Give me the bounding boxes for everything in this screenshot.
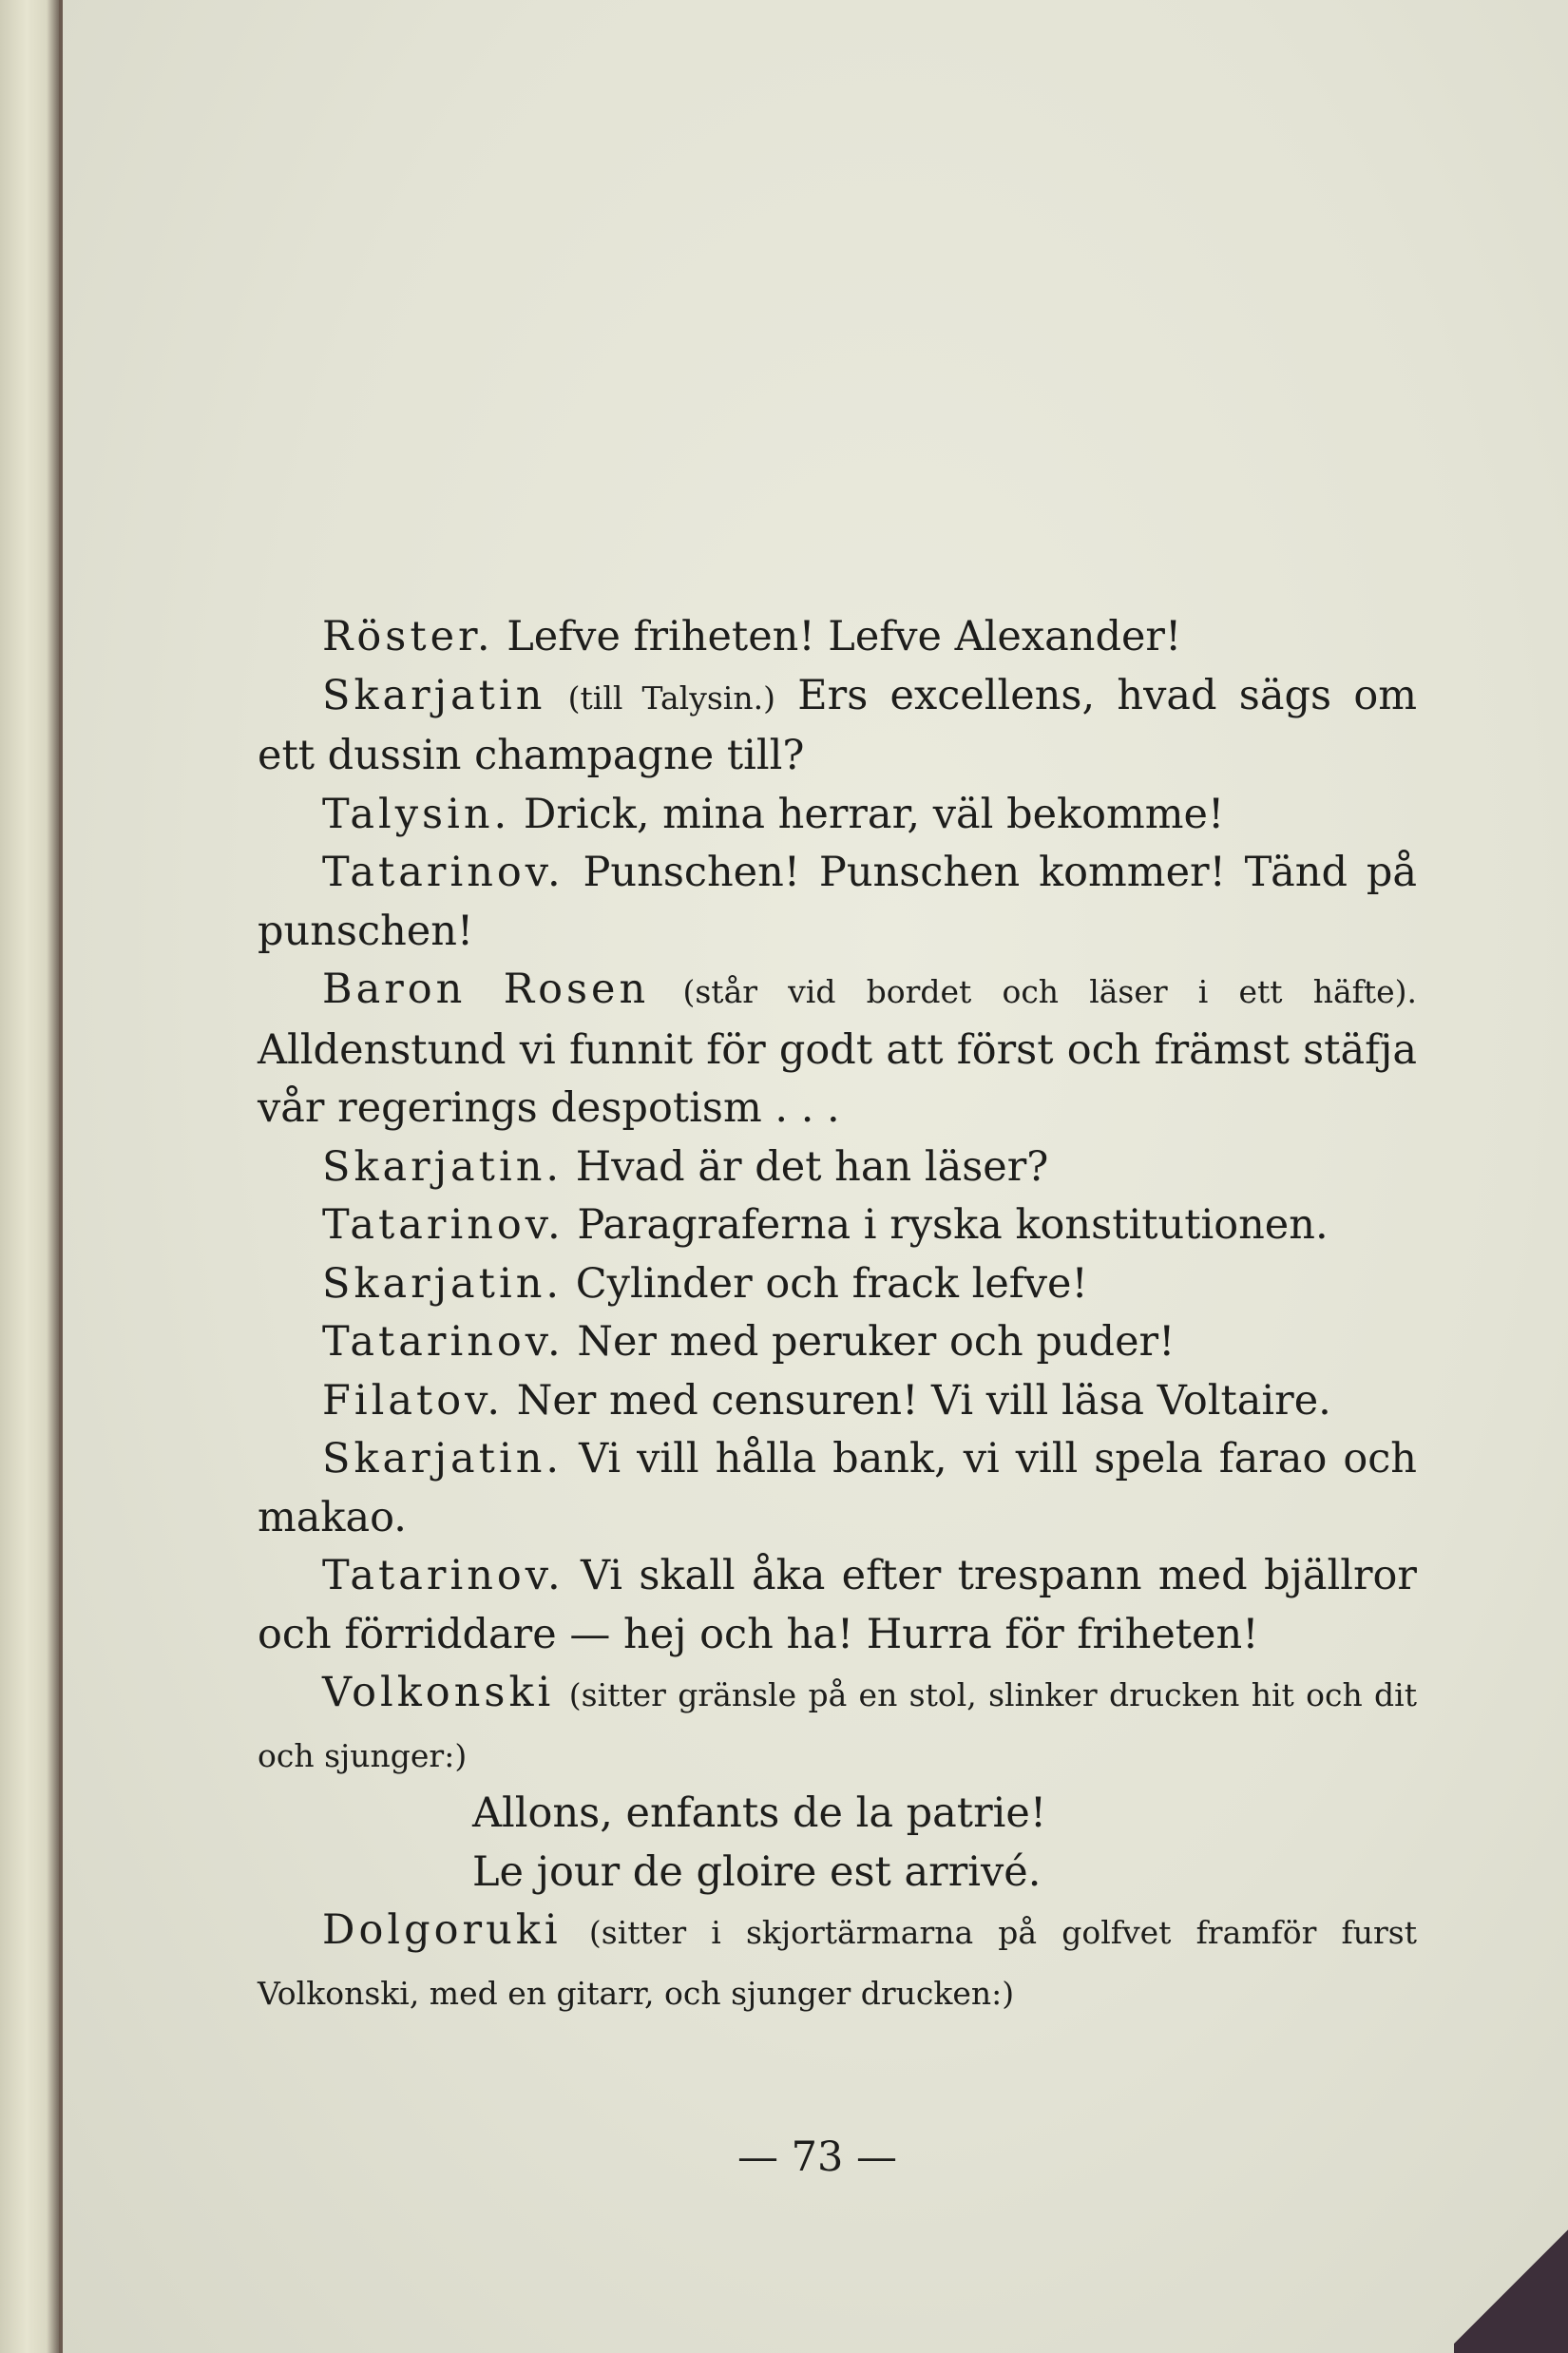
verse-line: Allons, enfants de la patrie! [472, 1789, 1047, 1837]
speaker: Skarjatin [322, 671, 546, 719]
dialogue-line [258, 844, 1417, 961]
stage-direction: (till Talysin.) [567, 679, 775, 717]
dialogue-line [258, 667, 1417, 786]
speaker: Röster. [322, 613, 494, 660]
dialogue-line [258, 1664, 1417, 1785]
speaker: Skarjatin. [322, 1435, 564, 1483]
stage-direction: (står vid bordet och läser i ett häfte). [682, 973, 1417, 1010]
dialogue-line [258, 1196, 1417, 1255]
stage-direction: (sitter i skjortärmarna på golfvet framför furst Volkonski, med en gitarr, och sjunger drucken:) [258, 1914, 1417, 2012]
speech: Cylinder och frack lefve! [575, 1259, 1088, 1308]
speech: Vi vill hålla bank, vi vill spela farao och makao. [258, 1435, 1417, 1541]
verse-line: Le jour de gloire est arrivé. [472, 1847, 1042, 1896]
dialogue-line [258, 1902, 1417, 2022]
stage-direction: (sitter gränsle på en stol, slinker drucken hit och dit och sjunger:) [258, 1676, 1417, 1774]
speaker: Tatarinov. [322, 1201, 564, 1249]
page-text [258, 608, 1417, 2022]
dialogue-line [258, 786, 1417, 845]
speech: Vi skall åka efter trespann med bjällror och förriddare — hej och ha! Hurra för friheten! [258, 1552, 1417, 1658]
speech: Lefve friheten! Lefve Alexander! [507, 613, 1182, 660]
speaker: Volkonski [322, 1669, 555, 1716]
dialogue-line [258, 1430, 1417, 1547]
dialogue-line [258, 1138, 1417, 1197]
speaker: Tatarinov. [322, 849, 564, 896]
speaker: Skarjatin. [322, 1259, 564, 1308]
book-spine [0, 0, 67, 2353]
speech: Ner med peruker och puder! [577, 1318, 1176, 1366]
speech: Paragraferna i ryska konstitutionen. [577, 1201, 1329, 1249]
speaker: Baron Rosen [322, 966, 650, 1013]
speech: Ers excellens, hvad sägs om ett dussin champagne till? [258, 671, 1418, 779]
speech: Alldenstund vi funnit för godt att först och främst stäfja vår regerings despotism . . . [258, 1025, 1417, 1132]
speaker: Dolgoruki [322, 1906, 562, 1954]
speaker: Tatarinov. [322, 1552, 564, 1599]
dialogue-line [258, 1547, 1417, 1664]
speaker: Tatarinov. [322, 1318, 564, 1366]
speaker: Skarjatin. [322, 1142, 564, 1191]
dialogue-line [258, 1313, 1417, 1372]
speech: Hvad är det han läser? [575, 1142, 1049, 1191]
dialogue-line [258, 961, 1417, 1138]
speech: Punschen! Punschen kommer! Tänd på punschen! [258, 849, 1417, 955]
dialogue-line [258, 1372, 1417, 1431]
speech: Drick, mina herrar, väl bekomme! [523, 790, 1225, 838]
speech: Ner med censuren! Vi vill läsa Voltaire. [516, 1376, 1331, 1425]
page-number: — 73 — [736, 2133, 898, 2181]
speaker: Talysin. [322, 790, 511, 838]
dialogue-line [258, 608, 1417, 667]
speaker: Filatov. [322, 1376, 505, 1425]
dialogue-line [258, 1255, 1417, 1314]
book-page [59, 0, 1568, 2353]
page-corner-shadow [1454, 2220, 1568, 2353]
